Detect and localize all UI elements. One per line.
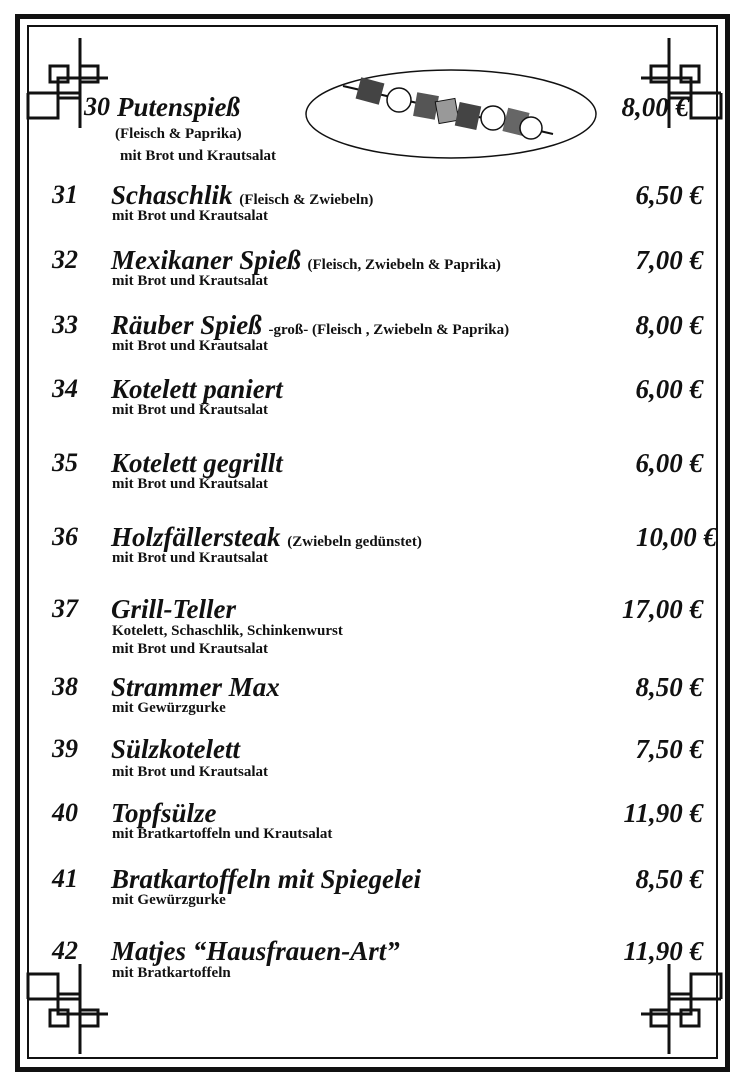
- item-name: Matjes “Hausfrauen-Art”: [111, 936, 400, 966]
- item-number: 42: [52, 936, 78, 965]
- item-number: 39: [52, 734, 78, 763]
- item-detail: (Fleisch & Paprika): [115, 126, 242, 142]
- corner-ornament-top-left: [18, 18, 128, 128]
- item-price: 6,00 €: [635, 374, 703, 404]
- item-detail: mit Brot und Krautsalat: [120, 148, 276, 164]
- corner-ornament-bottom-right: [621, 964, 731, 1074]
- item-price: 10,00 €: [636, 522, 717, 552]
- item-price: 7,50 €: [635, 734, 703, 764]
- item-price: 6,50 €: [635, 180, 703, 210]
- item-number: 40: [52, 798, 78, 827]
- item-name: Schaschlik (Fleisch & Zwiebeln): [111, 180, 374, 210]
- item-price: 11,90 €: [623, 936, 703, 966]
- item-detail: mit Brot und Krautsalat: [112, 641, 268, 657]
- item-name: Grill-Teller: [111, 594, 236, 624]
- item-detail: mit Gewürzgurke: [112, 700, 226, 716]
- item-detail: mit Brot und Krautsalat: [112, 550, 268, 566]
- item-number: 41: [52, 864, 78, 893]
- item-number: 31: [52, 180, 78, 209]
- item-name: Sülzkotelett: [111, 734, 241, 764]
- item-name: Mexikaner Spieß (Fleisch, Zwiebeln & Paprika): [111, 245, 501, 275]
- item-number: 38: [52, 672, 78, 701]
- item-detail: mit Bratkartoffeln: [112, 965, 231, 981]
- item-detail: mit Brot und Krautsalat: [112, 402, 268, 418]
- item-number: 37: [52, 594, 78, 623]
- item-name: Topfsülze: [111, 798, 217, 828]
- item-price: 8,00 €: [635, 310, 703, 340]
- item-number: 34: [52, 374, 78, 403]
- item-price: 17,00 €: [622, 594, 703, 624]
- item-name: Bratkartoffeln mit Spiegelei: [111, 864, 421, 894]
- item-name: Strammer Max: [111, 672, 280, 702]
- item-name: Kotelett gegrillt: [111, 448, 283, 478]
- item-name: Putenspieß: [117, 92, 241, 122]
- item-detail: mit Brot und Krautsalat: [112, 208, 268, 224]
- item-name: Räuber Spieß -groß- (Fleisch , Zwiebeln & Paprika): [111, 310, 510, 340]
- item-price: 8,00 €: [621, 92, 689, 122]
- item-number: 36: [52, 522, 78, 551]
- item-detail: mit Brot und Krautsalat: [112, 476, 268, 492]
- item-name: Holzfällersteak (Zwiebeln gedünstet): [111, 522, 422, 552]
- item-price: 8,50 €: [635, 672, 703, 702]
- item-number: 35: [52, 448, 78, 477]
- item-price: 8,50 €: [635, 864, 703, 894]
- skewer-icon: [303, 66, 599, 162]
- item-detail: mit Brot und Krautsalat: [112, 338, 268, 354]
- item-detail: Kotelett, Schaschlik, Schinkenwurst: [112, 623, 343, 639]
- item-detail: mit Brot und Krautsalat: [112, 764, 268, 780]
- item-number: 30: [84, 92, 110, 121]
- item-number: 33: [52, 310, 78, 339]
- item-price: 11,90 €: [623, 798, 703, 828]
- item-detail: mit Gewürzgurke: [112, 892, 226, 908]
- item-name: Kotelett paniert: [111, 374, 283, 404]
- item-number: 32: [52, 245, 78, 274]
- item-detail: mit Brot und Krautsalat: [112, 273, 268, 289]
- item-price: 6,00 €: [635, 448, 703, 478]
- item-price: 7,00 €: [635, 245, 703, 275]
- item-detail: mit Bratkartoffeln und Krautsalat: [112, 826, 333, 842]
